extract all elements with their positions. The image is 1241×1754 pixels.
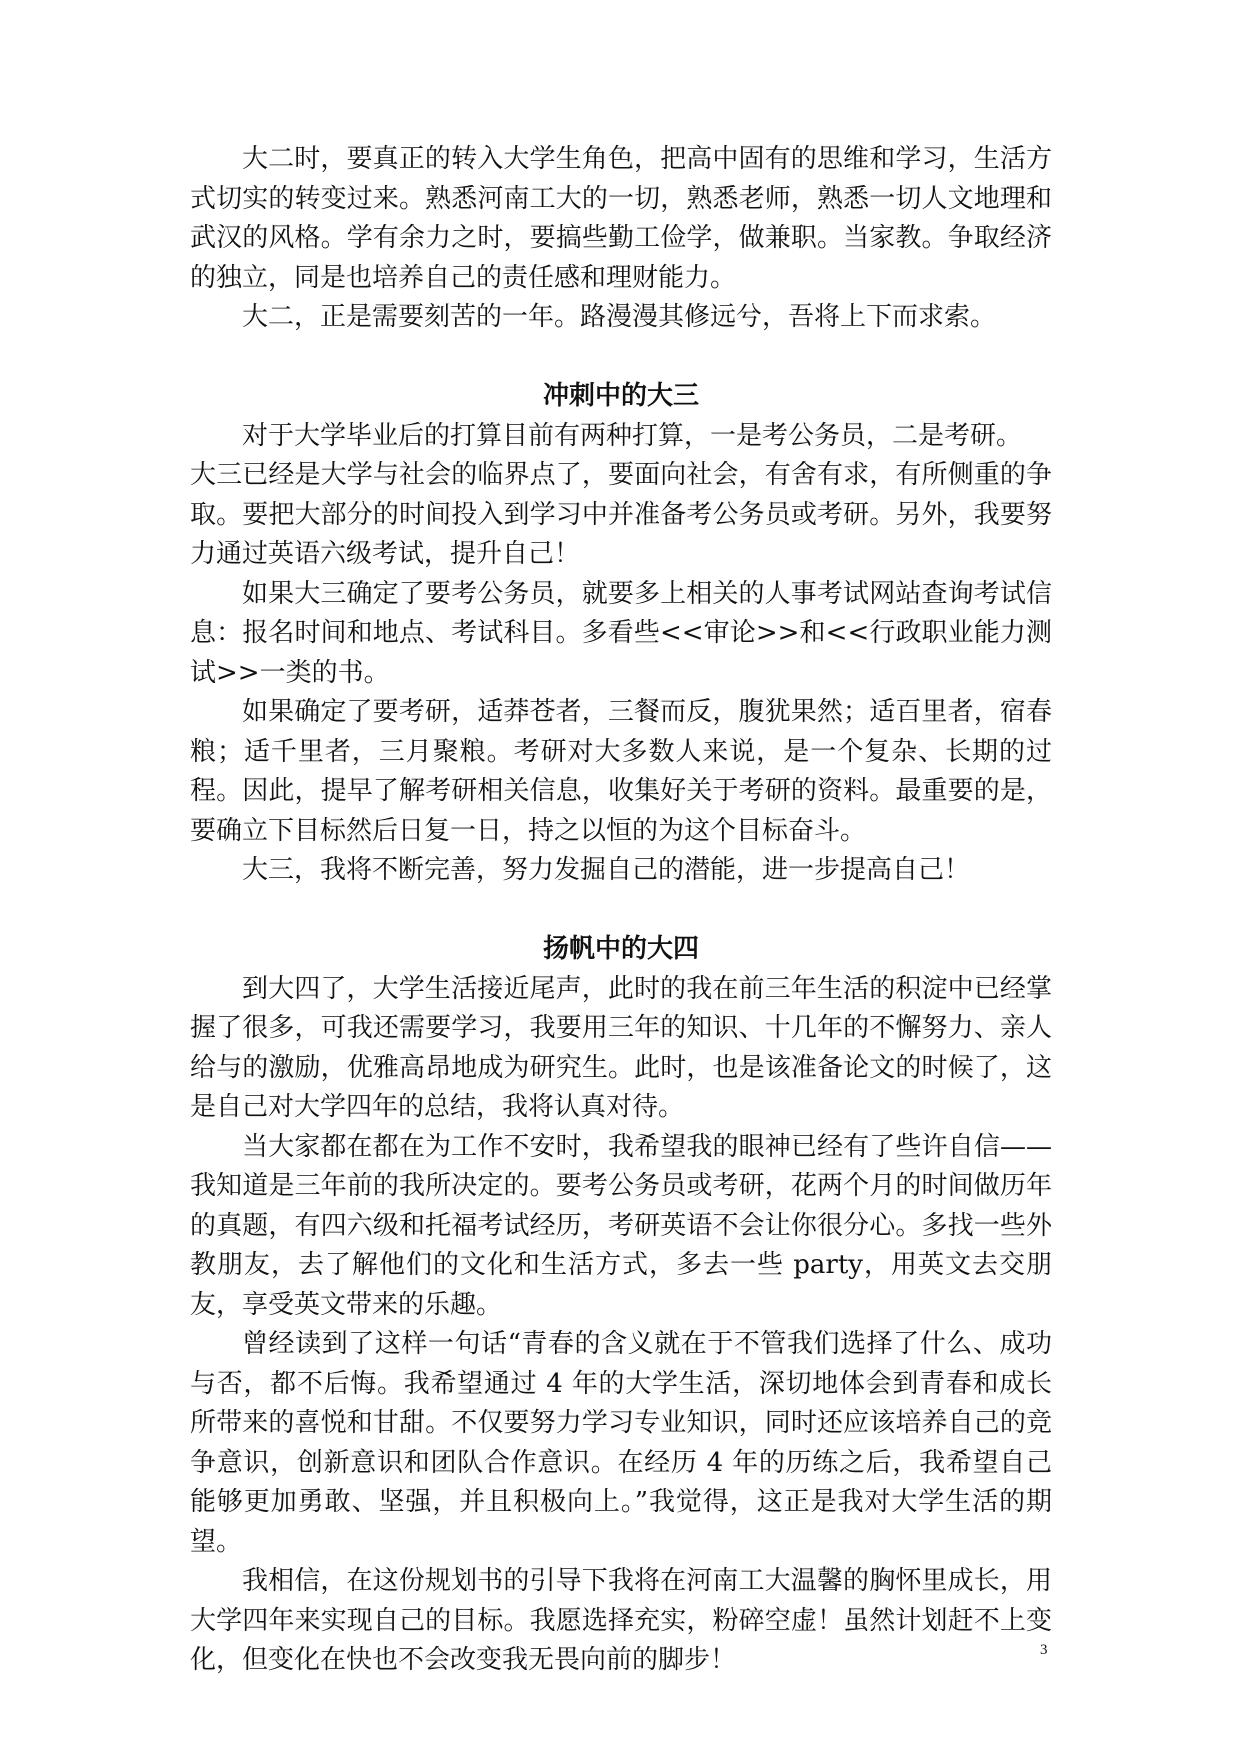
junior-paragraph-4: 大三，我将不断完善，努力发掘自己的潜能，进一步提高自己！ <box>242 855 971 885</box>
senior-paragraph-3: 曾经读到了这样一句话“青春的含义就在于不管我们选择了什么、成功与否，都不后悔。我希望通过 4 年的大学生活，深切地体会到青春和成长所带来的喜悦和甘甜。不仅要努力学习专业知识，同时还应该培养自己的竞争意识，创新意识和团队合作意识。在经历 4 年的历练之后，我希望自己能够更加勇敢、坚强，并且积极向上。”我觉得，这正是我对大学生活的期望。 <box>190 1329 1052 1557</box>
senior-paragraph-4: 我相信，在这份规划书的引导下我将在河南工大温馨的胸怀里成长，用大学四年来实现自己的目标。我愿选择充实，粉碎空虚！虽然计划赶不上变化，但变化在快也不会改变我无畏向前的脚步！ <box>190 1566 1052 1675</box>
junior-intro: 对于大学毕业后的打算目前有两种打算，一是考公务员，二是考研。 <box>242 420 1023 451</box>
senior-section-title: 扬帆中的大四 <box>542 934 699 964</box>
senior-paragraph-2: 当大家都在都在为工作不安时，我希望我的眼神已经有了些许自信——我知道是三年前的我所决定的。要考公务员或考研，花两个月的时间做历年的真题，有四六级和托福考试经历，考研英语不会让你很分心。多找一些外教朋友，去了解他们的文化和生活方式，多去一些 party，用英文去交朋友，享受英文带来的乐趣。 <box>190 1131 1052 1320</box>
junior-section-title: 冲刺中的大三 <box>542 381 699 411</box>
junior-paragraph-1: 大三已经是大学与社会的临界点了，要面向社会，有舍有求，有所侧重的争取。要把大部分的时间投入到学习中并准备考公务员或考研。另外，我要努力通过英语六级考试，提升自己！ <box>190 460 1052 569</box>
page-number: 3 <box>1040 1642 1048 1658</box>
sophomore-paragraph-1: 大二时，要真正的转入大学生角色，把高中固有的思维和学习，生活方式切实的转变过来。熟悉河南工大的一切，熟悉老师，熟悉一切人文地理和武汉的风格。学有余力之时，要搞些勤工俭学，做兼职。当家教。争取经济的独立，同是也培养自己的责任感和理财能力。 <box>190 144 1052 293</box>
junior-paragraph-3: 如果确定了要考研，适莽苍者，三餐而反，腹犹果然；适百里者，宿春粮；适千里者，三月聚粮。考研对大多数人来说，是一个复杂、长期的过程。因此，提早了解考研相关信息，收集好关于考研的资料。最重要的是，要确立下目标然后日复一日，持之以恒的为这个目标奋斗。 <box>190 697 1052 846</box>
section-spacer <box>190 891 1052 931</box>
junior-paragraph-2: 如果大三确定了要考公务员，就要多上相关的人事考试网站查询考试信息：报名时间和地点、考试科目。多看些<<审论>>和<<行政职业能力测试>>一类的书。 <box>190 578 1052 688</box>
page-content <box>190 140 1052 1681</box>
section-spacer <box>190 338 1052 378</box>
sophomore-paragraph-2: 大二，正是需要刻苦的一年。路漫漫其修远兮，吾将上下而求索。 <box>242 302 997 332</box>
senior-paragraph-1: 到大四了，大学生活接近尾声，此时的我在前三年生活的积淀中已经掌握了很多，可我还需要学习，我要用三年的知识、十几年的不懈努力、亲人给与的激励，优雅高昂地成为研究生。此时，也是该准备论文的时候了，这是自己对大学四年的总结，我将认真对待。 <box>190 973 1052 1122</box>
